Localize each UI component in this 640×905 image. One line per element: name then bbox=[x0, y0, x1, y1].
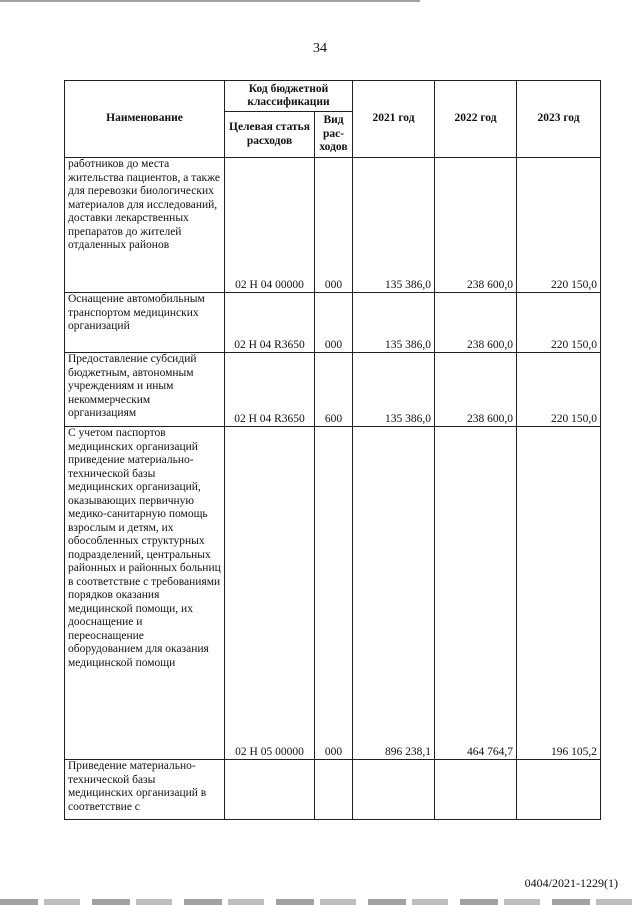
row-name: Предоставление субсидий бюджетным, автономным учреждениям и иным некоммерческим организациям bbox=[65, 353, 225, 427]
row-target-code bbox=[225, 760, 315, 820]
table-row bbox=[65, 760, 601, 820]
header-year-2021: 2021 год bbox=[353, 81, 435, 158]
row-value-2023 bbox=[517, 760, 601, 820]
row-name: работников до места жительства пациентов, а также для перевозки биологических материалов для исследований, доставки лекарственных препаратов до жителей отдаленных районов bbox=[65, 158, 225, 293]
row-value-2022 bbox=[435, 760, 517, 820]
row-name: С учетом паспортов медицинских организаций приведение материально-технической базы медицинских организаций, оказывающих первичную медико-санитарную помощь взрослым и детям, их обособленных структурных подразделений, центральных районных и районных больниц в соответствие с требованиями порядков оказания медицинской помощи, их дооснащение и переоснащение оборудованием для оказания медицинской помощи bbox=[65, 427, 225, 760]
row-expense-type: 000 bbox=[315, 427, 353, 760]
row-value-2023: 220 150,0 bbox=[517, 293, 601, 353]
header-year-2022: 2022 год bbox=[435, 81, 517, 158]
header-budget-code: Код бюджетной классификации bbox=[225, 81, 353, 112]
row-target-code: 02 Н 04 R3650 bbox=[225, 293, 315, 353]
header-expense-type: Вид рас-ходов bbox=[315, 112, 353, 158]
row-target-code: 02 Н 04 R3650 bbox=[225, 353, 315, 427]
row-value-2022: 238 600,0 bbox=[435, 158, 517, 293]
row-value-2021: 896 238,1 bbox=[353, 427, 435, 760]
scan-edge-mark bbox=[0, 0, 420, 2]
row-value-2023: 220 150,0 bbox=[517, 353, 601, 427]
page-number: 34 bbox=[313, 41, 327, 56]
table-row bbox=[65, 293, 601, 353]
row-value-2021 bbox=[353, 760, 435, 820]
row-expense-type: 600 bbox=[315, 353, 353, 427]
row-value-2021: 135 386,0 bbox=[353, 293, 435, 353]
table-row bbox=[65, 353, 601, 427]
row-name: Оснащение автомобильным транспортом медицинских организаций bbox=[65, 293, 225, 353]
header-target-item: Целевая статья расходов bbox=[225, 112, 315, 158]
row-value-2021: 135 386,0 bbox=[353, 158, 435, 293]
row-expense-type bbox=[315, 760, 353, 820]
header-year-2023: 2023 год bbox=[517, 81, 601, 158]
document-id: 0404/2021-1229(1) bbox=[524, 876, 618, 890]
row-expense-type: 000 bbox=[315, 158, 353, 293]
budget-table bbox=[64, 80, 601, 820]
row-value-2022: 464 764,7 bbox=[435, 427, 517, 760]
table-header bbox=[65, 81, 601, 158]
row-value-2023: 196 105,2 bbox=[517, 427, 601, 760]
header-name: Наименование bbox=[65, 81, 225, 158]
row-value-2021: 135 386,0 bbox=[353, 353, 435, 427]
row-value-2022: 238 600,0 bbox=[435, 293, 517, 353]
row-target-code: 02 Н 04 00000 bbox=[225, 158, 315, 293]
row-value-2022: 238 600,0 bbox=[435, 353, 517, 427]
row-value-2023: 220 150,0 bbox=[517, 158, 601, 293]
row-expense-type: 000 bbox=[315, 293, 353, 353]
row-name: Приведение материально-технической базы медицинских организаций в соответствие с bbox=[65, 760, 225, 820]
row-target-code: 02 Н 05 00000 bbox=[225, 427, 315, 760]
table-row bbox=[65, 427, 601, 760]
table-row bbox=[65, 158, 601, 293]
scan-bottom-marks bbox=[0, 899, 640, 905]
